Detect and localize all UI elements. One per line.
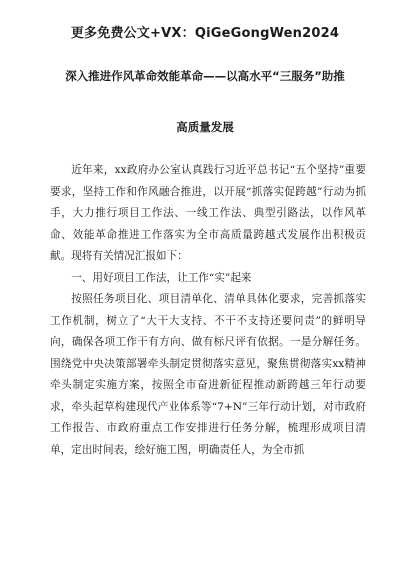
section-1-paragraph: 按照任务项目化、项目清单化、清单具体化要求，完善抓落实工作机制，树立了“大干大支持、不干不支持还要问责”的鲜明导向，确保各项工作干有方向、做有标尺评有依据。一是分解任务。围绕党中央决策部署牵头制定贯彻落实意见，聚焦贯彻落实xx精神牵头制定实施方案，按照全市奋进新征程推动新跨越三年行动要求，牵头起草构建现代产业体系等“7+N”三年行动计划，对市政府工作报告、市政府重点工作安排进行任务分解，梳理形成项目清单，定出时间表，绘好施工图，明确责任人，为全市抓 <box>50 293 366 456</box>
promo-header: 更多免费公文+VX：QiGeGongWen2024 <box>70 26 340 41</box>
intro-paragraph: 近年来，xx政府办公室认真践行习近平总书记“五个坚持”重要要求，坚持工作和作风融合推进，以开展“抓落实促跨越”行动为抓手，大力推行项目工作法、一线工作法、典型引路法，以作风革命、效能革命推进工作落实为全市高质量跨越式发展作出积极贡献。现将有关情况汇报如下： <box>50 164 366 262</box>
document-title-line-2: 高质量发展 <box>176 120 234 134</box>
document-title-line-1: 深入推进作风革命效能革命——以高水平“三服务”助推 <box>65 69 345 83</box>
section-1-heading: 一、用好项目工作法，让工作“实”起来 <box>71 271 252 284</box>
document-body <box>50 160 366 461</box>
